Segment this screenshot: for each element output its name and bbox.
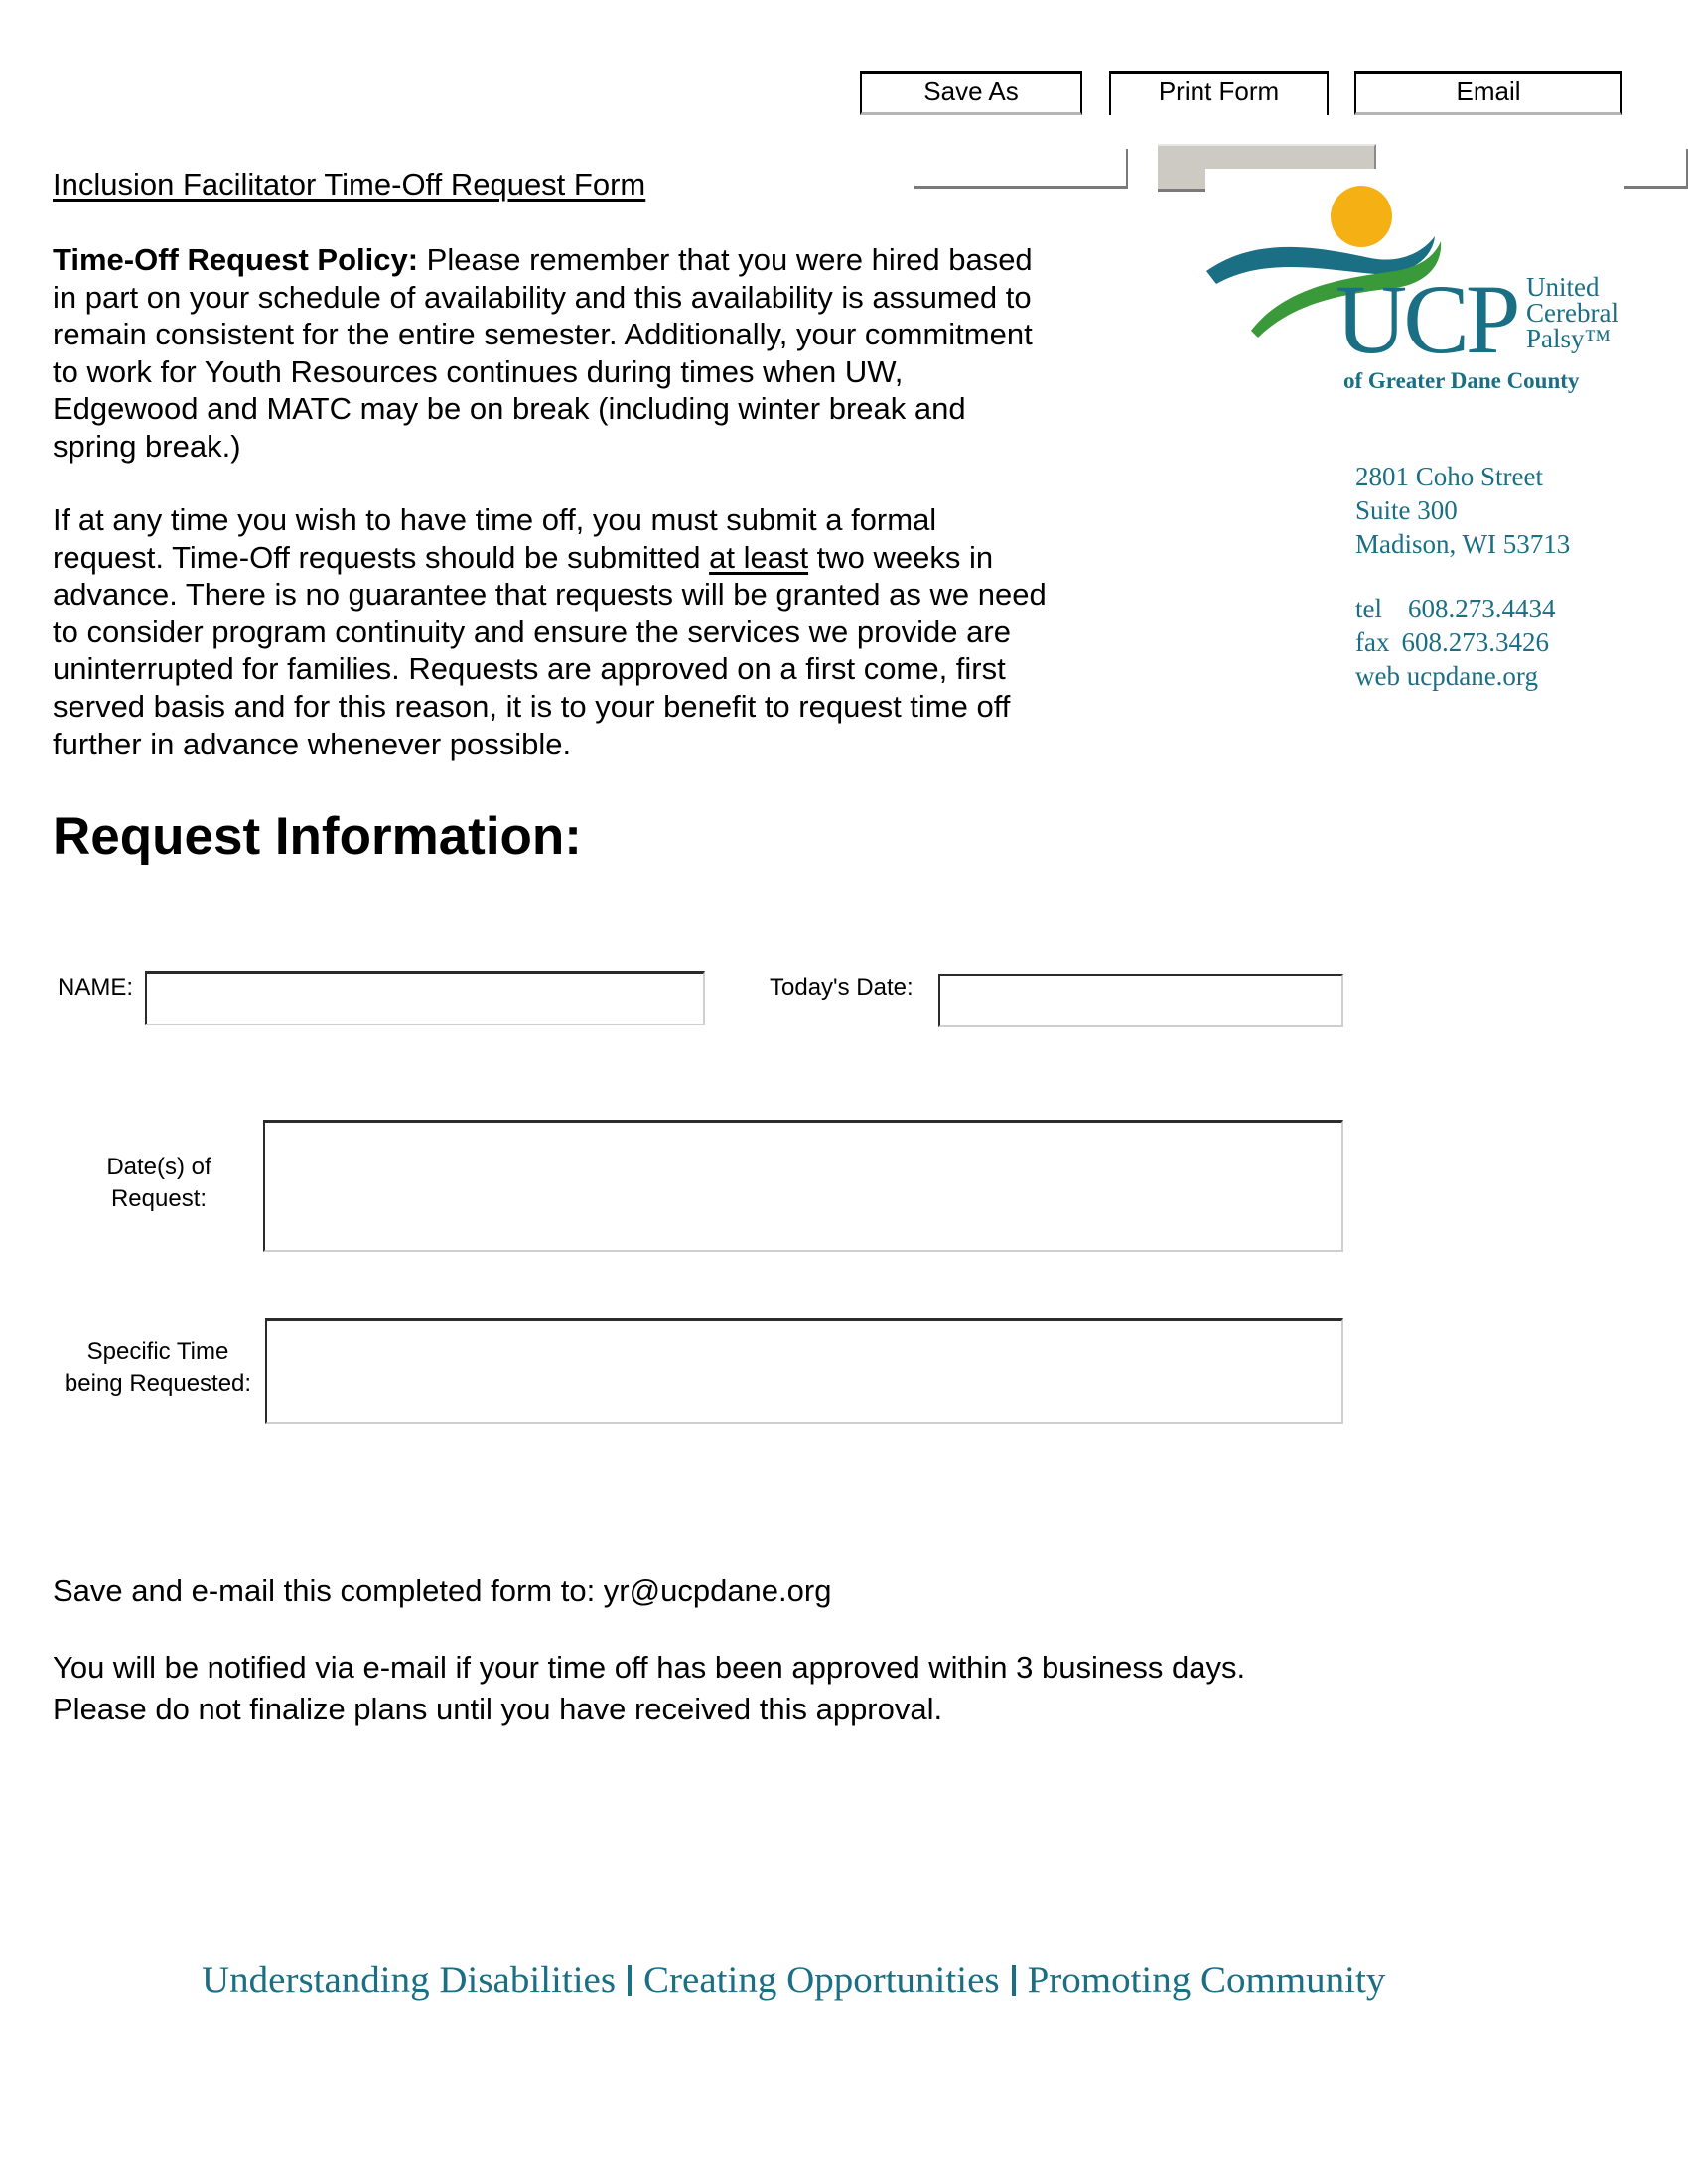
sun-icon [1331,186,1392,247]
ucp-logo [1196,167,1633,395]
request-line: further in advance whenever possible. [53,726,572,761]
logo-subtitle: of Greater Dane County [1343,368,1580,393]
request-line: uninterrupted for families. Requests are approved on a first come, first [53,651,1006,687]
section-heading: Request Information: [53,807,582,866]
fax-label: fax [1355,627,1390,657]
name-input[interactable] [145,971,705,1025]
label-line: Request: [110,1185,208,1212]
policy-line: in part on your schedule of availability and this availability is assumed to [53,279,1032,315]
label-line: being Requested: [64,1370,252,1397]
web-label: web [1355,661,1400,691]
logo-graphic-icon [1196,167,1633,395]
notification-line: You will be notified via e-mail if your time off has been approved within 3 business days. [53,1650,1246,1685]
policy-line: to work for Youth Resources continues during times when UW, [53,353,904,389]
logo-name-line: Palsy™ [1526,324,1611,353]
name-label: NAME: [58,974,134,1001]
address-block [1355,460,1570,693]
separator-bar [628,1965,632,1996]
address-line: 2801 Coho Street [1355,462,1543,491]
request-line: advance. There is no guarantee that requests will be granted as we need [53,577,1047,613]
dates-of-request-label [79,1152,238,1215]
ghost-button-outline [1624,149,1688,189]
ghost-button-outline [914,149,1128,189]
web-value[interactable]: ucpdane.org [1406,661,1538,691]
dates-of-request-textarea[interactable] [263,1120,1343,1252]
contact-fax [1355,625,1570,659]
tel-value: 608.273.4434 [1408,594,1556,623]
separator-bar [1012,1965,1016,1996]
footer-tagline [202,1958,1385,2002]
save-email-instruction: Save and e-mail this completed form to: yr@ucpdane.org [53,1573,832,1608]
policy-heading: Time-Off Request Policy: [53,242,419,277]
fax-value: 608.273.3426 [1401,627,1549,657]
notification-line: Please do not finalize plans until you have received this approval. [53,1692,943,1726]
underlined-emphasis: at least [709,539,809,575]
tel-label: tel [1355,594,1382,623]
save-as-button[interactable]: Save As [860,71,1082,115]
tagline-item: Creating Opportunities [643,1959,1000,2001]
logo-name-line: Cerebral [1526,298,1618,328]
logo-ucp-text: UCP [1336,264,1517,374]
request-line: If at any time you wish to have time off, you must submit a formal [53,502,937,537]
logo-name-line: United [1526,272,1600,302]
specific-time-label [50,1336,266,1400]
label-line: Date(s) of [106,1154,211,1180]
contact-tel [1355,592,1570,625]
tagline-item: Promoting Community [1027,1959,1386,2001]
policy-line: Please remember that you were hired based [418,242,1033,277]
policy-line: remain consistent for the entire semester. Additionally, your commitment [53,317,1033,352]
specific-time-textarea[interactable] [265,1318,1343,1424]
policy-line: spring break.) [53,428,241,464]
policy-line: Edgewood and MATC may be on break (including winter break and [53,391,966,427]
request-line: request. Time-Off requests should be submitted [53,539,710,575]
request-paragraph [53,501,1125,762]
address-line: Madison, WI 53713 [1355,529,1571,559]
todays-date-input[interactable] [938,974,1343,1027]
email-button[interactable]: Email [1354,71,1622,115]
ghost-button-outline [1158,144,1376,169]
print-form-button[interactable]: Print Form [1109,71,1329,115]
address-line: Suite 300 [1355,495,1458,525]
document-title: Inclusion Facilitator Time-Off Request Form [53,167,646,202]
request-line: served basis and for this reason, it is to your benefit to request time off [53,688,1011,724]
tagline-item: Understanding Disabilities [202,1959,617,2001]
request-line: two weeks in [808,539,994,575]
policy-paragraph [53,241,1125,466]
todays-date-label: Today's Date: [770,974,914,1001]
label-line: Specific Time [86,1338,229,1365]
contact-web [1355,659,1570,693]
request-line: to consider program continuity and ensure the services we provide are [53,614,1011,649]
